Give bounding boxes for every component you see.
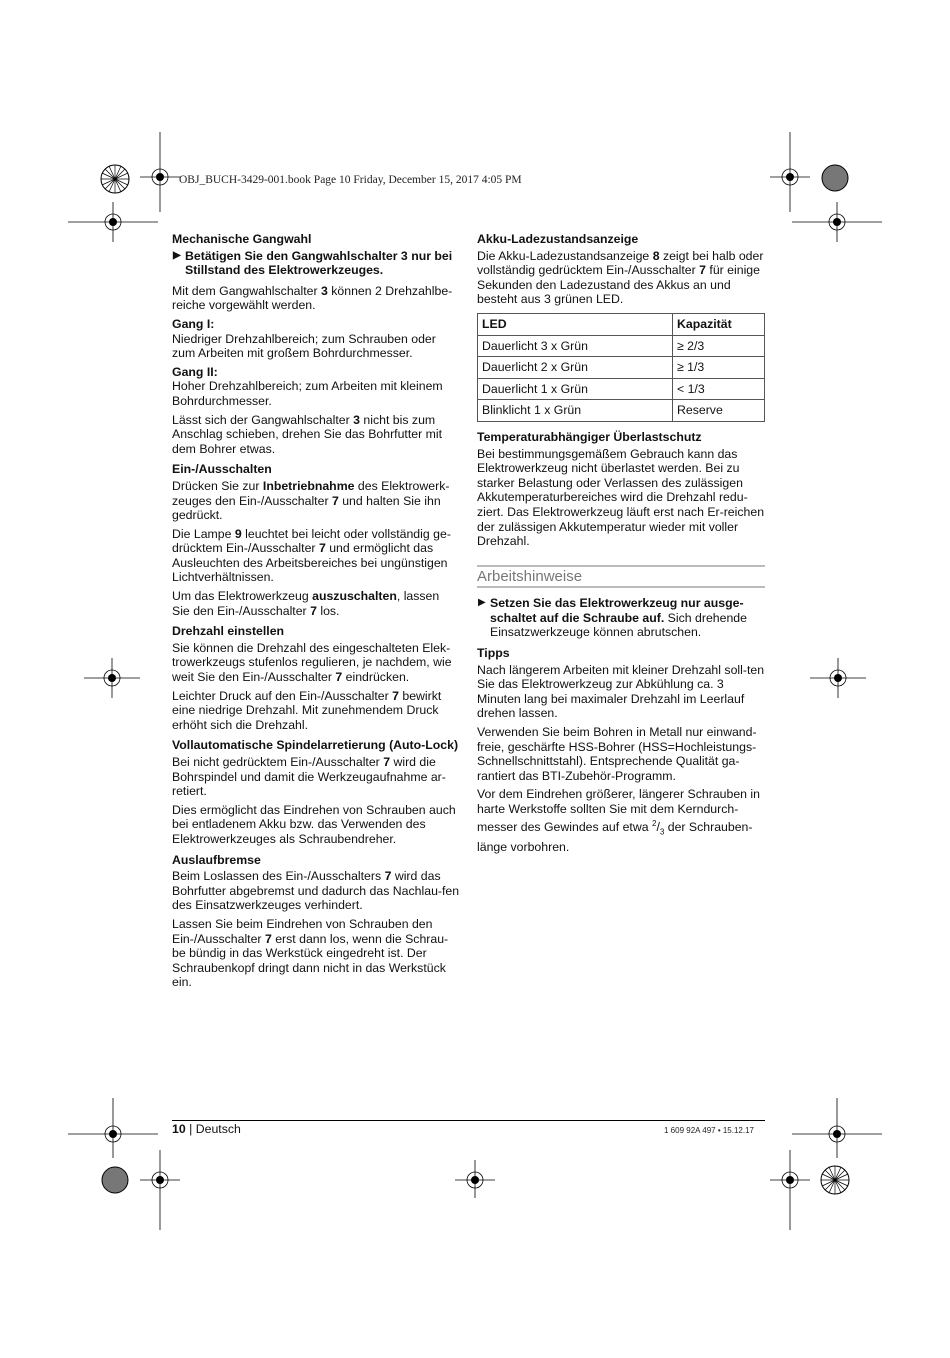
crosshair-mark-icon — [810, 658, 866, 698]
table-header-row — [478, 313, 765, 335]
table-cell: Dauerlicht 3 x Grün — [478, 335, 673, 357]
paragraph: Vor dem Eindrehen größerer, längerer Schrauben in harte Werkstoffe sollten Sie mit dem Kerndurch-messer des Gewindes auf etwa $^2/_3$ der Schrauben-länge vorbohren. — [477, 787, 760, 854]
safety-bullet: ▶ Setzen Sie das Elektrowerkzeug nur ausge-schaltet auf die Schraube auf. Sich drehende Einsatzwerkzeuge können abrutschen. — [478, 596, 747, 640]
crosshair-mark-icon — [770, 132, 810, 212]
paragraph: Um das Elektrowerkzeug auszuschalten, lassen Sie den Ein-/Ausschalter 7 los. — [172, 589, 440, 618]
heading-drehzahl-einstellen: Drehzahl einstellen — [172, 624, 285, 639]
paragraph: Lassen Sie beim Eindrehen von Schrauben den Ein-/Ausschalter 7 erst dann los, wenn die Schrau-be bündig in das Werkstück eingedreht ist. Der Schraubenkopf dringt dann nicht in das Werkstück ein. — [172, 916, 449, 990]
book-header: OBJ_BUCH-3429-001.book Page 10 Friday, December 15, 2017 4:05 PM — [179, 174, 522, 186]
heading-spindelarretierung: Vollautomatische Spindelarretierung (Auto-Lock) — [172, 738, 459, 753]
fraction-denominator: 3 — [659, 827, 665, 837]
table-row — [478, 378, 765, 400]
triangle-bullet-icon: ▶ — [478, 597, 486, 609]
grey-registration-dot-icon — [99, 1164, 131, 1196]
footer-language: Deutsch — [195, 1122, 241, 1136]
fraction-numerator: 2 — [651, 818, 657, 828]
paragraph: Die Akku-Ladezustandsanzeige 8 zeigt bei halb oder vollständig gedrücktem Ein-/Ausschalter 7 für einige Sekunden den Ladezustand des Akkus an und besteht aus 3 grünen LED. — [477, 248, 764, 307]
paragraph: Lässt sich der Gangwahlschalter 3 nicht bis zum Anschlag schieben, drehen Sie das Bohrfutter mit dem Bohrer etwas. — [172, 412, 443, 456]
table-header-cell: Kapazität — [673, 313, 765, 335]
table-row — [478, 357, 765, 379]
right-column — [477, 232, 765, 860]
paragraph: Nach längerem Arbeiten mit kleiner Drehzahl soll-ten Sie das Elektrowerkzeug zur Abkühlung ca. 3 Minuten lang bei maximaler Drehzahl im Leerlauf drehen lassen. — [477, 662, 765, 721]
paragraph: Bei nicht gedrücktem Ein-/Ausschalter 7 wird die Bohrspindel und damit die Werkzeugaufnahme ar-retiert. — [172, 755, 446, 799]
page-number: 10 — [172, 1122, 186, 1136]
paragraph: Dies ermöglicht das Eindrehen von Schrauben auch bei entladenem Akku bzw. das Verwenden des Elektrowerkzeuges als Schraubendreher. — [172, 802, 456, 846]
safety-bullet: ▶ Betätigen Sie den Gangwahlschalter 3 nur bei Stillstand des Elektrowerkzeuges. — [173, 248, 453, 278]
paragraph: Bei bestimmungsgemäßem Gebrauch kann das Elektrowerkzeug nicht überlastet werden. Bei zu starker Belastung oder Verlassen des zulässigen Akkutemperaturbereiches wird die Drehzahl redu-ziert. Das Elektrowerkzeug läuft erst nach Er-reichen der zulässigen Akkutemperatur wieder mit voller Drehzahl. — [477, 446, 765, 549]
heading-ein-ausschalten: Ein-/Ausschalten — [172, 462, 272, 477]
heading-mechanische-gangwahl: Mechanische Gangwahl — [172, 232, 312, 246]
footer-page-info — [172, 1122, 241, 1136]
paragraph: Die Lampe 9 leuchtet bei leicht oder vollständig ge-drücktem Ein-/Ausschalter 7 und ermöglicht das Ausleuchten des Arbeitsbereiches bei ungünstigen Lichtverhältnissen. — [172, 526, 451, 585]
footer-doc-code: 1 609 92A 497 • 15.12.17 — [664, 1126, 754, 1135]
section-title-arbeitshinweise: Arbeitshinweise — [477, 565, 765, 589]
crosshair-mark-icon — [455, 1158, 495, 1198]
footer-rule — [172, 1120, 765, 1121]
crosshair-mark-icon — [84, 658, 140, 698]
crosshair-mark-icon — [68, 202, 158, 242]
heading-akku-ladezustandsanzeige: Akku-Ladezustandsanzeige — [477, 232, 639, 246]
crosshair-mark-icon — [140, 132, 180, 212]
left-column — [172, 232, 460, 996]
table-cell: ≥ 1/3 — [673, 357, 765, 379]
heading-auslaufbremse: Auslaufbremse — [172, 852, 261, 867]
paragraph: Sie können die Drehzahl des eingeschalteten Elek-trowerkzeugs stufenlos regulieren, je nachdem, wie weit Sie den Ein-/Ausschalter 7 eindrücken. — [172, 640, 452, 685]
paragraph: Verwenden Sie beim Bohren in Metall nur einwand-freie, geschärfte HSS-Bohrer (HSS=Hochleistungs-Schnellschnittstahl). Entsprechende Qualität ga-rantiert das BTI-Zubehör-Programm. — [477, 725, 757, 783]
table-cell: < 1/3 — [673, 378, 765, 400]
table-cell: ≥ 2/3 — [673, 335, 765, 357]
triangle-bullet-icon: ▶ — [173, 249, 181, 261]
gang-2-text: Hoher Drehzahlbereich; zum Arbeiten mit kleinem Bohrdurchmesser. — [172, 379, 443, 408]
crosshair-mark-icon — [792, 202, 882, 242]
gang-2-label: Gang II: — [172, 364, 218, 379]
grey-registration-dot-icon — [819, 162, 851, 194]
table-header-cell: LED — [478, 313, 673, 335]
crosshair-mark-icon — [140, 1150, 180, 1230]
paragraph: Mit dem Gangwahlschalter 3 können 2 Drehzahlbe-reiche vorgewählt werden. — [172, 283, 453, 313]
led-capacity-table — [477, 313, 765, 422]
table-cell: Blinklicht 1 x Grün — [478, 400, 673, 422]
registration-mark-icon — [818, 1163, 852, 1197]
table-cell: Dauerlicht 1 x Grün — [478, 378, 673, 400]
paragraph: Leichter Druck auf den Ein-/Ausschalter 7 bewirkt eine niedrige Drehzahl. Mit zunehmendem Druck erhöht sich die Drehzahl. — [172, 688, 442, 732]
paragraph: Beim Loslassen des Ein-/Ausschalters 7 wird das Bohrfutter abgebremst und dadurch das Nachlau-fen des Einsatzwerkzeuges verhindert. — [172, 869, 460, 913]
table-cell: Dauerlicht 2 x Grün — [478, 357, 673, 379]
paragraph: Drücken Sie zur Inbetriebnahme des Elektrowerk-zeuges den Ein-/Ausschalter 7 und halten Sie ihn gedrückt. — [172, 478, 450, 523]
table-cell: Reserve — [673, 400, 765, 422]
heading-ueberlastschutz: Temperaturabhängiger Überlastschutz — [477, 429, 702, 444]
footer-separator: | — [189, 1122, 193, 1136]
heading-tipps: Tipps — [477, 646, 510, 661]
table-row — [478, 335, 765, 357]
table-row — [478, 400, 765, 422]
gang-1-label: Gang I: — [172, 316, 215, 331]
crosshair-mark-icon — [770, 1150, 810, 1230]
registration-mark-icon — [98, 162, 132, 196]
gang-1-text: Niedriger Drehzahlbereich; zum Schrauben oder zum Arbeiten mit großem Bohrdurchmesser. — [172, 331, 436, 361]
